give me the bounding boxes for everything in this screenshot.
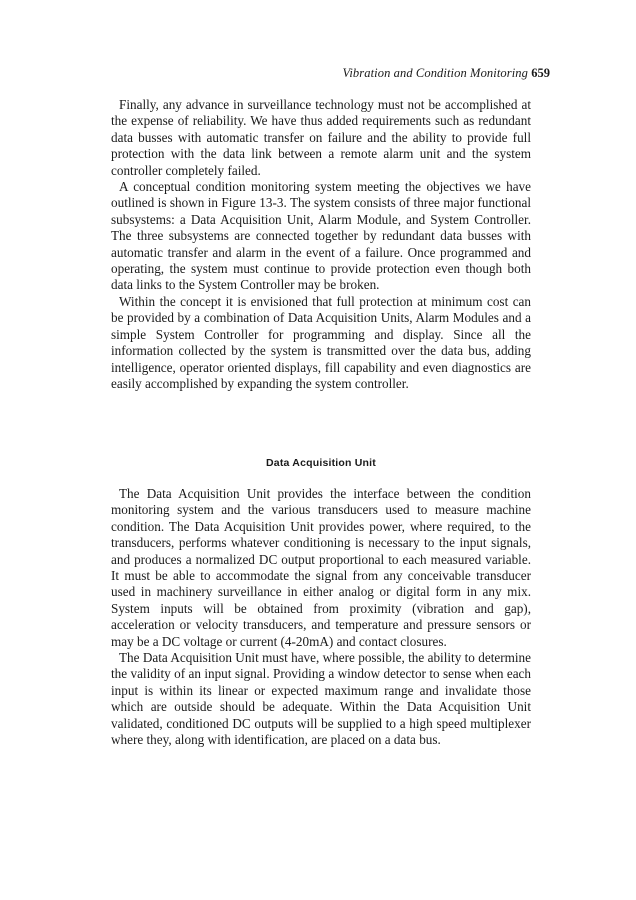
paragraph: The Data Acquisition Unit must have, where possible, the ability to determine the validity of an input signal. Providing a window detector to sense when each input is within its linear or expected maximum range and invalidate those which are outside should be adequate. Within the Data Acquisition Unit validated, conditioned DC outputs will be supplied to a high speed multiplexer where they, along with identification, are placed on a data bus. — [111, 650, 531, 748]
paragraph: Within the concept it is envisioned that full protection at minimum cost can be provided by a combination of Data Acquisition Units, Alarm Modules and a simple System Controller for programming and display. Since all the information collected by the system is transmitted over the data bus, adding intelligence, operator oriented displays, fill capability and even diagnostics are easily accomplished by expanding the system controller. — [111, 293, 531, 391]
running-header — [0, 66, 636, 84]
intro-section — [111, 97, 531, 392]
data-acquisition-section — [111, 486, 531, 749]
running-title: Vibration and Condition Monitoring — [342, 66, 528, 80]
paragraph: The Data Acquisition Unit provides the interface between the condition monitoring system and the various transducers used to measure machine condition. The Data Acquisition Unit provides power, where required, to the transducers, performs whatever conditioning is necessary to the input signals, and produces a normalized DC output proportional to each measured variable. It must be able to accommodate the signal from any conceivable transducer used in machinery surveillance in either analog or digital form in any mix. System inputs will be obtained from proximity (vibration and gap), acceleration or velocity transducers, and temperature and pressure sensors or may be a DC voltage or current (4-20mA) and contact closures. — [111, 486, 531, 649]
page-number: 659 — [531, 66, 550, 80]
paragraph: A conceptual condition monitoring system meeting the objectives we have outlined is shown in Figure 13-3. The system consists of three major functional subsystems: a Data Acquisition Unit, Alarm Module, and System Controller. The three subsystems are connected together by redundant data busses with automatic transfer and alarm in the event of a failure. Once programmed and operating, the system must continue to provide protection even though both data links to the System Controller may be broken. — [111, 179, 531, 293]
paragraph: Finally, any advance in surveillance technology must not be accomplished at the expense of reliability. We have thus added requirements such as redundant data busses with automatic transfer on failure and the ability to provide full protection with the data link between a remote alarm unit and the system controller completely failed. — [111, 97, 531, 178]
section-heading: Data Acquisition Unit — [266, 457, 376, 469]
